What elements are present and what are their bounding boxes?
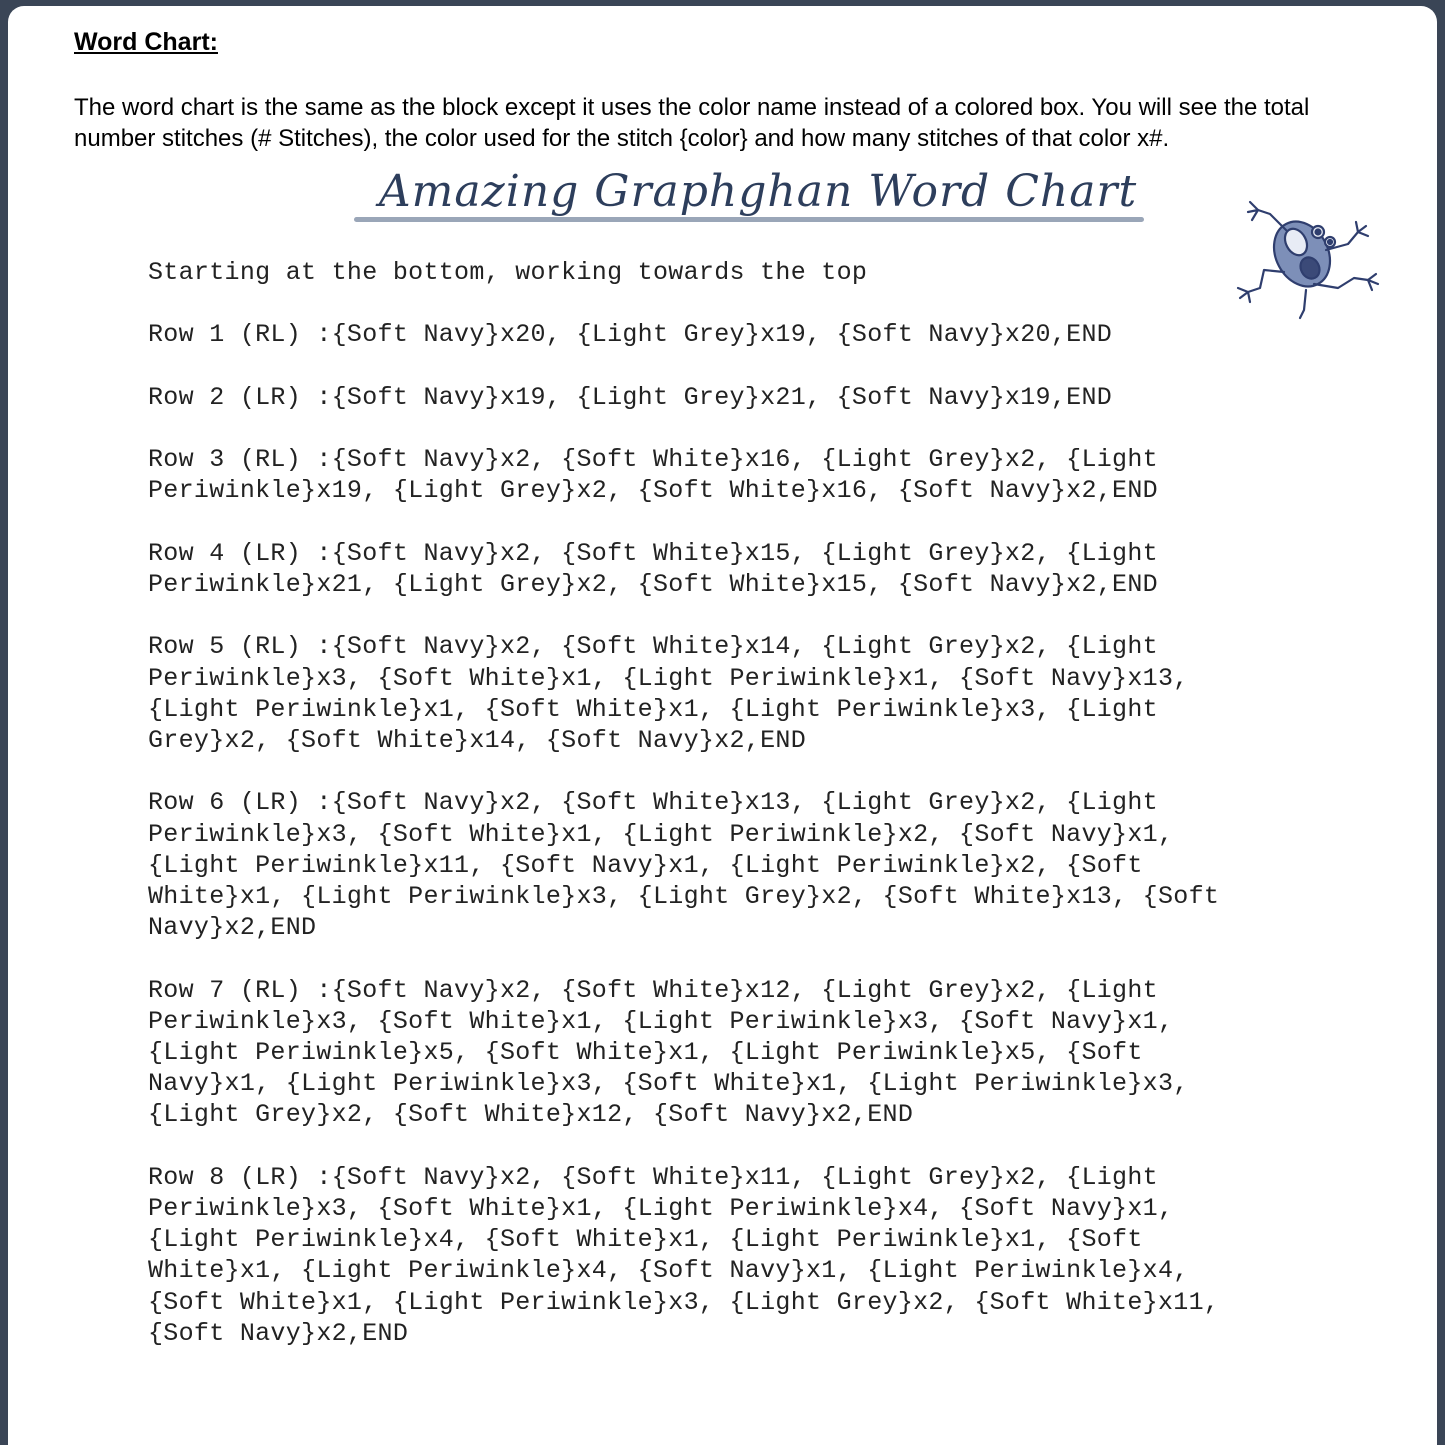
row-instruction <box>148 382 1388 413</box>
row-instruction <box>148 444 1388 506</box>
row-line: Navy}x2,END <box>148 913 317 943</box>
chart-title: Amazing Graphghan Word Chart <box>378 166 1138 217</box>
row-line: {Soft Navy}x2,END <box>148 1318 409 1348</box>
row-line: Periwinkle}x3, {Soft White}x1, {Light Periwinkle}x3, {Soft Navy}x1, <box>148 1006 1174 1036</box>
row-line: Row 6 (LR) :{Soft Navy}x2, {Soft White}x13, {Light Grey}x2, {Light <box>148 788 1158 818</box>
row-line: Navy}x1, {Light Periwinkle}x3, {Soft White}x1, {Light Periwinkle}x3, <box>148 1069 1189 1099</box>
row-line: White}x1, {Light Periwinkle}x3, {Light Grey}x2, {Soft White}x13, {Soft <box>148 881 1220 911</box>
row-line: Row 4 (LR) :{Soft Navy}x2, {Soft White}x15, {Light Grey}x2, {Light <box>148 538 1158 568</box>
row-list <box>148 319 1388 1349</box>
row-instruction <box>148 319 1388 350</box>
row-line: {Light Periwinkle}x5, {Soft White}x1, {Light Periwinkle}x5, {Soft <box>148 1037 1143 1067</box>
row-line: Periwinkle}x3, {Soft White}x1, {Light Periwinkle}x4, {Soft Navy}x1, <box>148 1193 1174 1223</box>
row-instruction <box>148 787 1388 943</box>
row-line: Periwinkle}x21, {Light Grey}x2, {Soft White}x15, {Soft Navy}x2,END <box>148 569 1158 599</box>
row-line: White}x1, {Light Periwinkle}x4, {Soft Navy}x1, {Light Periwinkle}x4, <box>148 1256 1189 1286</box>
row-line: Row 8 (LR) :{Soft Navy}x2, {Soft White}x11, {Light Grey}x2, {Light <box>148 1162 1158 1192</box>
intro-paragraph: The word chart is the same as the block except it uses the color name instead of a colored box. You will see the total number stitches (# Stitches), the color used for the stitch {color} and how many stitches of that color x#. <box>74 94 1310 152</box>
row-instruction <box>148 1162 1388 1349</box>
row-line: {Soft White}x1, {Light Periwinkle}x3, {Light Grey}x2, {Soft White}x11, <box>148 1287 1220 1317</box>
row-line: Row 5 (RL) :{Soft Navy}x2, {Soft White}x14, {Light Grey}x2, {Light <box>148 632 1158 662</box>
row-line: Periwinkle}x19, {Light Grey}x2, {Soft White}x16, {Soft Navy}x2,END <box>148 476 1158 506</box>
row-instruction <box>148 631 1388 756</box>
row-line: Row 7 (RL) :{Soft Navy}x2, {Soft White}x12, {Light Grey}x2, {Light <box>148 975 1158 1005</box>
row-line: Row 1 (RL) :{Soft Navy}x20, {Light Grey}x19, {Soft Navy}x20,END <box>148 320 1113 350</box>
document-page <box>8 6 1437 1445</box>
starting-note: Starting at the bottom, working towards the top <box>148 258 868 287</box>
row-line: Periwinkle}x3, {Soft White}x1, {Light Periwinkle}x1, {Soft Navy}x13, <box>148 663 1189 693</box>
title-underline <box>354 217 1144 222</box>
section-heading: Word Chart: <box>74 28 218 56</box>
row-instruction <box>148 538 1388 600</box>
row-line: {Light Periwinkle}x11, {Soft Navy}x1, {Light Periwinkle}x2, {Soft <box>148 850 1143 880</box>
row-line: Periwinkle}x3, {Soft White}x1, {Light Periwinkle}x2, {Soft Navy}x1, <box>148 819 1174 849</box>
row-instruction <box>148 975 1388 1131</box>
row-line: {Light Periwinkle}x4, {Soft White}x1, {Light Periwinkle}x1, {Soft <box>148 1225 1143 1255</box>
row-line: {Light Grey}x2, {Soft White}x12, {Soft Navy}x2,END <box>148 1100 914 1130</box>
row-line: Row 3 (RL) :{Soft Navy}x2, {Soft White}x16, {Light Grey}x2, {Light <box>148 445 1158 475</box>
row-line: Row 2 (LR) :{Soft Navy}x19, {Light Grey}x21, {Soft Navy}x19,END <box>148 382 1113 412</box>
row-line: Grey}x2, {Soft White}x14, {Soft Navy}x2,END <box>148 725 807 755</box>
row-line: {Light Periwinkle}x1, {Soft White}x1, {Light Periwinkle}x3, {Light <box>148 694 1158 724</box>
word-chart-instructions <box>148 257 1388 1380</box>
